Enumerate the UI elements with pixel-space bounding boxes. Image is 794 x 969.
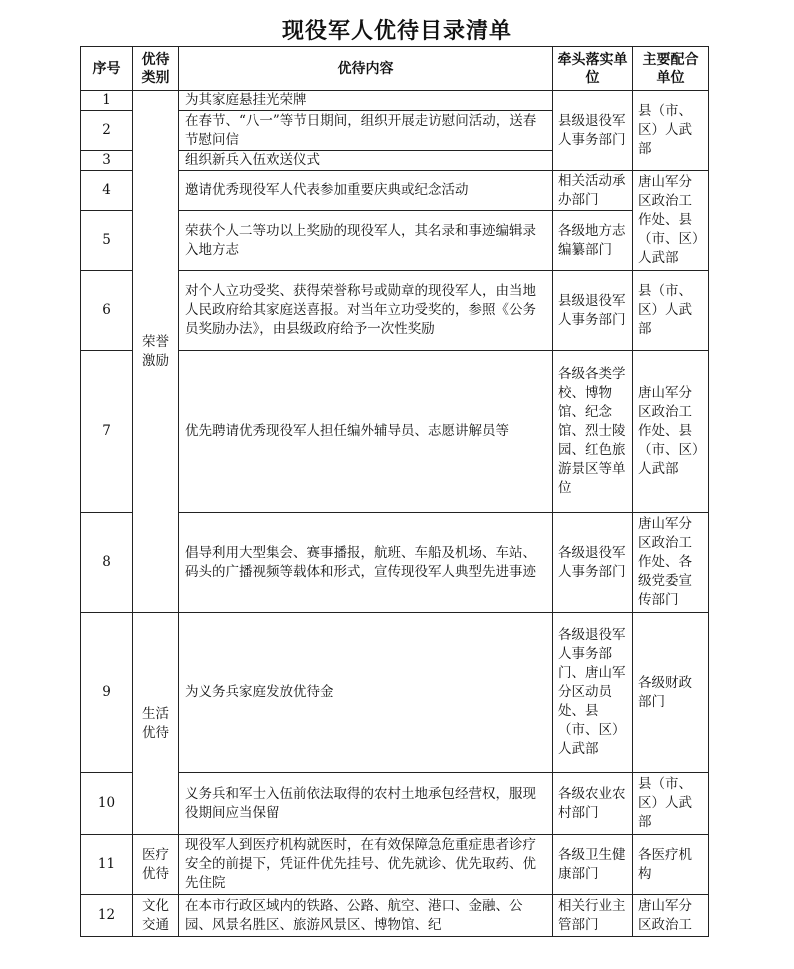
row-content: 倡导利用大型集会、赛事播报，航班、车船及机场、车站、码头的广播视频等载体和形式，宣传现役军人典型先进事迹 <box>179 513 553 613</box>
row-cooperate-unit: 唐山军分区政治工 <box>633 895 709 937</box>
row-no: 7 <box>81 351 133 513</box>
header-lead-unit: 牵头落实单位 <box>553 47 633 91</box>
row-lead-unit: 各级农业农村部门 <box>553 773 633 835</box>
row-lead-unit: 各级退役军人事务部门 <box>553 513 633 613</box>
row-no: 6 <box>81 271 133 351</box>
row-lead-unit: 各级退役军人事务部门、唐山军分区动员处、县（市、区）人武部 <box>553 613 633 773</box>
row-no: 10 <box>81 773 133 835</box>
category-honor: 荣誉激励 <box>133 91 179 613</box>
row-no: 4 <box>81 171 133 211</box>
row-content: 为其家庭悬挂光荣牌 <box>179 91 553 111</box>
row-no: 9 <box>81 613 133 773</box>
header-category: 优待类别 <box>133 47 179 91</box>
header-cooperate-unit: 主要配合单位 <box>633 47 709 91</box>
row-content: 义务兵和军士入伍前依法取得的农村土地承包经营权，服现役期间应当保留 <box>179 773 553 835</box>
preferential-treatment-table <box>80 46 709 937</box>
row-content: 荣获个人二等功以上奖励的现役军人，其名录和事迹编辑录入地方志 <box>179 211 553 271</box>
row-content: 为义务兵家庭发放优待金 <box>179 613 553 773</box>
row-cooperate-unit: 各级财政部门 <box>633 613 709 773</box>
row-content: 在春节、“八一”等节日期间，组织开展走访慰问活动，送春节慰问信 <box>179 111 553 151</box>
row-content: 现役军人到医疗机构就医时，在有效保障急危重症患者诊疗安全的前提下，凭证件优先挂号、优先就诊、优先取药、优先住院 <box>179 835 553 895</box>
category-life: 生活优待 <box>133 613 179 835</box>
row-cooperate-unit: 县（市、区）人武部 <box>633 91 709 171</box>
row-lead-unit: 各级地方志编纂部门 <box>553 211 633 271</box>
row-cooperate-unit: 唐山军分区政治工作处、县（市、区）人武部 <box>633 351 709 513</box>
row-content: 组织新兵入伍欢送仪式 <box>179 151 553 171</box>
header-content: 优待内容 <box>179 47 553 91</box>
row-lead-unit: 相关行业主管部门 <box>553 895 633 937</box>
row-lead-unit: 各级各类学校、博物馆、纪念馆、烈士陵园、红色旅游景区等单位 <box>553 351 633 513</box>
table-row <box>81 835 709 895</box>
row-no: 5 <box>81 211 133 271</box>
row-cooperate-unit: 唐山军分区政治工作处、县（市、区）人武部 <box>633 171 709 271</box>
category-culture: 文化交通 <box>133 895 179 937</box>
row-no: 2 <box>81 111 133 151</box>
table-header-row <box>81 47 709 91</box>
row-content: 在本市行政区域内的铁路、公路、航空、港口、金融、公园、风景名胜区、旅游风景区、博物馆、纪 <box>179 895 553 937</box>
row-lead-unit: 各级卫生健康部门 <box>553 835 633 895</box>
document-title: 现役军人优待目录清单 <box>281 19 512 44</box>
row-lead-unit: 相关活动承办部门 <box>553 171 633 211</box>
row-cooperate-unit: 各医疗机构 <box>633 835 709 895</box>
header-no: 序号 <box>81 47 133 91</box>
row-no: 1 <box>81 91 133 111</box>
row-no: 8 <box>81 513 133 613</box>
row-no: 3 <box>81 151 133 171</box>
row-cooperate-unit: 县（市、区）人武部 <box>633 773 709 835</box>
table-row <box>81 613 709 773</box>
row-no: 12 <box>81 895 133 937</box>
row-content: 优先聘请优秀现役军人担任编外辅导员、志愿讲解员等 <box>179 351 553 513</box>
row-no: 11 <box>81 835 133 895</box>
row-cooperate-unit: 唐山军分区政治工作处、各级党委宣传部门 <box>633 513 709 613</box>
table-row <box>81 91 709 111</box>
row-lead-unit: 县级退役军人事务部门 <box>553 271 633 351</box>
row-cooperate-unit: 县（市、区）人武部 <box>633 271 709 351</box>
row-lead-unit: 县级退役军人事务部门 <box>553 91 633 171</box>
table-row <box>81 895 709 937</box>
row-content: 对个人立功受奖、获得荣誉称号或勋章的现役军人，由当地人民政府给其家庭送喜报。对当年立功受奖的，参照《公务员奖励办法》，由县级政府给予一次性奖励 <box>179 271 553 351</box>
row-content: 邀请优秀现役军人代表参加重要庆典或纪念活动 <box>179 171 553 211</box>
category-medical: 医疗优待 <box>133 835 179 895</box>
